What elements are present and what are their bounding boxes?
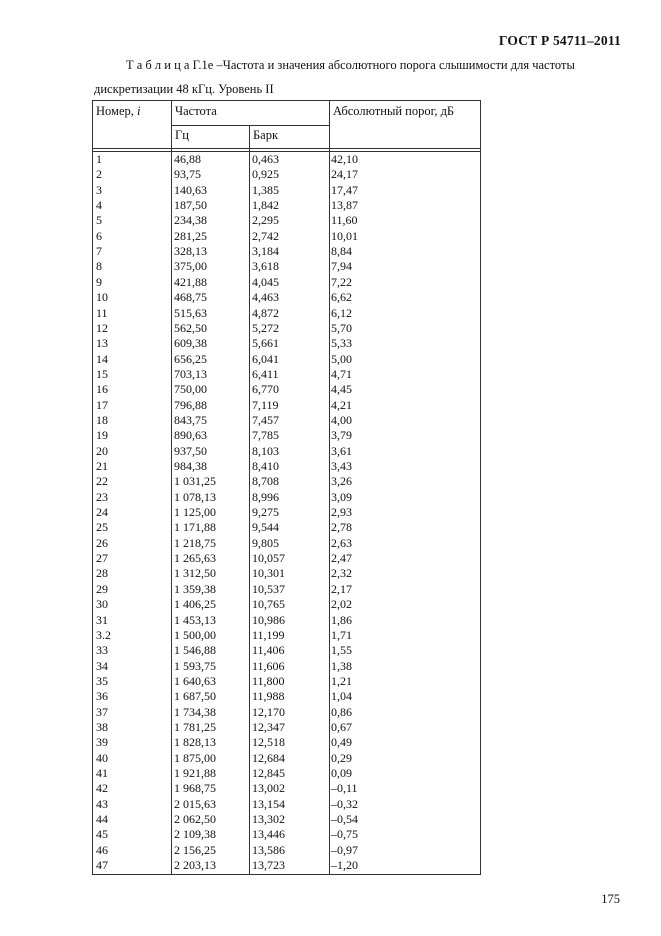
cell-number: 40 [96,750,108,765]
cell-frequency-bark: 7,119 [252,397,279,412]
cell-threshold-db: 2,32 [331,566,352,581]
table-row [93,705,480,720]
cell-frequency-bark: 8,103 [252,443,279,458]
cell-number: 23 [96,489,108,504]
cell-threshold-db: 3,61 [331,443,352,458]
cell-number: 3 [96,182,102,197]
cell-number: 45 [96,827,108,842]
table-row [93,735,480,750]
cell-threshold-db: 3,26 [331,474,352,489]
cell-frequency-hz: 1 828,13 [174,735,216,750]
cell-frequency-bark: 0,925 [252,167,279,182]
cell-threshold-db: 5,33 [331,336,352,351]
cell-frequency-hz: 609,38 [174,336,207,351]
cell-number: 22 [96,474,108,489]
cell-frequency-bark: 1,385 [252,182,279,197]
cell-frequency-bark: 6,411 [252,366,279,381]
header-number: Номер, i [96,104,141,118]
table-row [93,229,480,244]
cell-number: 14 [96,351,108,366]
cell-number: 21 [96,459,108,473]
cell-number: 39 [96,735,108,750]
cell-frequency-bark: 11,406 [252,643,285,658]
cell-number: 25 [96,520,108,535]
cell-threshold-db: 0,09 [331,766,352,780]
cell-threshold-db: 4,00 [331,412,352,427]
cell-frequency-bark: 2,742 [252,228,279,243]
cell-number: 33 [96,643,108,658]
cell-frequency-hz: 375,00 [174,259,207,274]
cell-number: 16 [96,382,108,397]
cell-frequency-hz: 1 312,50 [174,566,216,581]
cell-frequency-hz: 1 406,25 [174,597,216,612]
table-row [93,336,480,351]
cell-frequency-hz: 937,50 [174,443,207,458]
table-row [93,674,480,689]
cell-frequency-hz: 421,88 [174,274,207,289]
cell-number: 8 [96,259,102,274]
cell-frequency-hz: 843,75 [174,412,207,427]
cell-frequency-bark: 4,463 [252,290,279,305]
cell-frequency-hz: 1 687,50 [174,689,216,704]
table-row [93,582,480,597]
cell-threshold-db: 5,00 [331,351,352,366]
cell-threshold-db: 7,22 [331,274,352,289]
cell-threshold-db: 1,38 [331,658,352,673]
cell-frequency-bark: 3,184 [252,244,279,259]
table-row [93,259,480,274]
cell-frequency-bark: 0,463 [252,152,279,166]
cell-frequency-bark: 11,199 [252,627,285,642]
table-row [93,413,480,428]
header-subdivider [171,125,329,126]
cell-frequency-bark: 13,446 [252,827,285,842]
cell-frequency-hz: 187,50 [174,198,207,213]
cell-threshold-db: 0,86 [331,704,352,719]
cell-threshold-db: 3,79 [331,428,352,443]
cell-threshold-db: 0,67 [331,719,352,734]
cell-frequency-hz: 796,88 [174,397,207,412]
cell-frequency-bark: 4,045 [252,274,279,289]
cell-number: 20 [96,443,108,458]
cell-number: 38 [96,719,108,734]
cell-frequency-bark: 12,518 [252,735,285,750]
cell-number: 3.2 [96,627,111,642]
table-caption-line-2: дискретизации 48 кГц. Уровень II [94,82,274,96]
cell-frequency-hz: 281,25 [174,228,207,243]
cell-frequency-bark: 12,347 [252,719,285,734]
cell-number: 11 [96,305,108,320]
cell-threshold-db: –0,32 [331,796,358,811]
cell-frequency-bark: 13,586 [252,842,285,857]
cell-number: 44 [96,812,108,827]
cell-frequency-hz: 1 734,38 [174,704,216,719]
cell-threshold-db: 3,09 [331,489,352,504]
cell-frequency-bark: 8,996 [252,489,279,504]
header-frequency: Частота [175,104,217,118]
cell-threshold-db: 1,86 [331,612,352,627]
table-row [93,490,480,505]
cell-frequency-hz: 890,63 [174,428,207,443]
table-row [93,275,480,290]
cell-frequency-hz: 703,13 [174,366,207,381]
cell-threshold-db: –0,54 [331,812,358,827]
table-row [93,290,480,305]
cell-number: 47 [96,858,108,873]
table-row [93,321,480,336]
cell-frequency-hz: 46,88 [174,152,201,166]
cell-frequency-hz: 1 593,75 [174,658,216,673]
table-row [93,382,480,397]
cell-frequency-bark: 2,295 [252,213,279,228]
cell-number: 2 [96,167,102,182]
cell-frequency-bark: 1,842 [252,198,279,213]
cell-threshold-db: 10,01 [331,228,358,243]
cell-frequency-hz: 1 125,00 [174,505,216,520]
cell-number: 28 [96,566,108,581]
frequency-threshold-table [92,100,481,875]
table-row [93,167,480,182]
cell-frequency-bark: 10,986 [252,612,285,627]
cell-threshold-db: 2,93 [331,505,352,520]
table-row [93,689,480,704]
cell-frequency-bark: 13,002 [252,781,285,796]
cell-threshold-db: 2,78 [331,520,352,535]
cell-frequency-hz: 2 015,63 [174,796,216,811]
header-hz: Гц [175,128,189,142]
table-row [93,781,480,796]
cell-frequency-hz: 2 203,13 [174,858,216,873]
cell-frequency-hz: 1 078,13 [174,489,216,504]
cell-threshold-db: 4,21 [331,397,352,412]
cell-frequency-bark: 11,606 [252,658,285,673]
cell-number: 15 [96,366,108,381]
cell-number: 19 [96,428,108,443]
cell-threshold-db: 3,43 [331,459,352,473]
cell-number: 41 [96,766,108,780]
cell-number: 34 [96,658,108,673]
cell-number: 9 [96,274,102,289]
cell-frequency-bark: 6,770 [252,382,279,397]
cell-frequency-hz: 140,63 [174,182,207,197]
cell-frequency-hz: 1 640,63 [174,673,216,688]
cell-frequency-hz: 1 781,25 [174,719,216,734]
cell-number: 10 [96,290,108,305]
table-row [93,198,480,213]
cell-threshold-db: 1,55 [331,643,352,658]
table-row [93,520,480,535]
cell-frequency-bark: 10,301 [252,566,285,581]
cell-threshold-db: 11,60 [331,213,358,228]
cell-frequency-hz: 562,50 [174,320,207,335]
table-row [93,474,480,489]
table-row [93,643,480,658]
table-row [93,766,480,781]
cell-frequency-bark: 7,457 [252,412,279,427]
page-number: 175 [601,892,620,906]
cell-frequency-hz: 1 453,13 [174,612,216,627]
cell-number: 29 [96,581,108,596]
cell-threshold-db: 42,10 [331,152,358,166]
cell-number: 18 [96,412,108,427]
cell-threshold-db: 2,17 [331,581,352,596]
cell-frequency-bark: 5,272 [252,320,279,335]
cell-number: 13 [96,336,108,351]
cell-frequency-hz: 1 500,00 [174,627,216,642]
cell-frequency-hz: 984,38 [174,459,207,473]
cell-frequency-hz: 2 156,25 [174,842,216,857]
cell-frequency-bark: 7,785 [252,428,279,443]
cell-threshold-db: 7,94 [331,259,352,274]
cell-frequency-hz: 1 218,75 [174,535,216,550]
cell-threshold-db: 24,17 [331,167,358,182]
cell-frequency-hz: 750,00 [174,382,207,397]
table-row [93,183,480,198]
cell-threshold-db: 4,45 [331,382,352,397]
header-bark: Барк [253,128,279,142]
table-row [93,566,480,581]
cell-frequency-hz: 1 171,88 [174,520,216,535]
cell-threshold-db: 0,49 [331,735,352,750]
cell-number: 30 [96,597,108,612]
cell-frequency-hz: 1 968,75 [174,781,216,796]
cell-frequency-bark: 11,800 [252,673,285,688]
table-row [93,597,480,612]
cell-frequency-bark: 11,988 [252,689,285,704]
cell-frequency-hz: 1 265,63 [174,551,216,566]
cell-threshold-db: 8,84 [331,244,352,259]
cell-frequency-hz: 1 875,00 [174,750,216,765]
cell-frequency-bark: 10,057 [252,551,285,566]
cell-number: 4 [96,198,102,213]
cell-frequency-hz: 2 062,50 [174,812,216,827]
table-row [93,613,480,628]
cell-frequency-hz: 1 921,88 [174,766,216,780]
table-row [93,659,480,674]
cell-number: 35 [96,673,108,688]
cell-frequency-bark: 4,872 [252,305,279,320]
cell-number: 24 [96,505,108,520]
standard-designation: ГОСТ Р 54711–2011 [498,33,621,48]
cell-threshold-db: 2,02 [331,597,352,612]
cell-frequency-hz: 1 359,38 [174,581,216,596]
table-row [93,352,480,367]
cell-frequency-hz: 656,25 [174,351,207,366]
cell-frequency-bark: 12,845 [252,766,285,780]
cell-threshold-db: 2,63 [331,535,352,550]
cell-threshold-db: 2,47 [331,551,352,566]
table-row [93,751,480,766]
cell-threshold-db: –0,97 [331,842,358,857]
cell-number: 43 [96,796,108,811]
cell-frequency-hz: 328,13 [174,244,207,259]
cell-threshold-db: 6,12 [331,305,352,320]
cell-threshold-db: 1,21 [331,673,352,688]
cell-number: 42 [96,781,108,796]
table-row [93,428,480,443]
header-bottom-rule [93,148,480,149]
table-row [93,459,480,474]
cell-frequency-bark: 13,302 [252,812,285,827]
table-row [93,858,480,873]
cell-frequency-bark: 9,544 [252,520,279,535]
table-row [93,152,480,167]
cell-frequency-bark: 9,805 [252,535,279,550]
table-row [93,827,480,842]
table-row [93,628,480,643]
cell-number: 31 [96,612,108,627]
table-row [93,367,480,382]
cell-number: 5 [96,213,102,228]
cell-threshold-db: 0,29 [331,750,352,765]
cell-frequency-bark: 12,684 [252,750,285,765]
table-row [93,244,480,259]
cell-frequency-bark: 13,723 [252,858,285,873]
cell-frequency-hz: 1 546,88 [174,643,216,658]
table-row [93,444,480,459]
cell-frequency-hz: 515,63 [174,305,207,320]
cell-threshold-db: –0,11 [331,781,358,796]
cell-threshold-db: 1,71 [331,627,352,642]
cell-frequency-bark: 6,041 [252,351,279,366]
cell-threshold-db: 17,47 [331,182,358,197]
cell-number: 12 [96,320,108,335]
cell-threshold-db: 5,70 [331,320,352,335]
cell-frequency-bark: 9,275 [252,505,279,520]
cell-frequency-bark: 10,765 [252,597,285,612]
cell-frequency-bark: 12,170 [252,704,285,719]
table-row [93,551,480,566]
cell-frequency-hz: 1 031,25 [174,474,216,489]
cell-threshold-db: –1,20 [331,858,358,873]
cell-number: 36 [96,689,108,704]
table-caption-line-1: Т а б л и ц а Г.1е –Частота и значения абсолютного порога слышимости для частоты [126,58,575,72]
table-row [93,306,480,321]
cell-threshold-db: 13,87 [331,198,358,213]
cell-frequency-hz: 468,75 [174,290,207,305]
table-row [93,843,480,858]
cell-threshold-db: –0,75 [331,827,358,842]
cell-frequency-bark: 10,537 [252,581,285,596]
cell-number: 7 [96,244,102,259]
cell-threshold-db: 6,62 [331,290,352,305]
table-row [93,213,480,228]
table-row [93,720,480,735]
cell-number: 46 [96,842,108,857]
cell-frequency-hz: 93,75 [174,167,201,182]
cell-threshold-db: 1,04 [331,689,352,704]
cell-frequency-bark: 13,154 [252,796,285,811]
cell-frequency-bark: 3,618 [252,259,279,274]
header-threshold: Абсолютный порог, дБ [333,104,455,118]
cell-frequency-hz: 2 109,38 [174,827,216,842]
cell-threshold-db: 4,71 [331,366,352,381]
cell-frequency-bark: 5,661 [252,336,279,351]
table-row [93,812,480,827]
table-row [93,505,480,520]
cell-frequency-bark: 8,410 [252,459,279,473]
cell-number: 37 [96,704,108,719]
table-row [93,398,480,413]
cell-number: 1 [96,152,102,166]
cell-frequency-bark: 8,708 [252,474,279,489]
cell-number: 6 [96,228,102,243]
table-row [93,536,480,551]
cell-number: 17 [96,397,108,412]
table-row [93,797,480,812]
cell-number: 26 [96,535,108,550]
cell-frequency-hz: 234,38 [174,213,207,228]
cell-number: 27 [96,551,108,566]
